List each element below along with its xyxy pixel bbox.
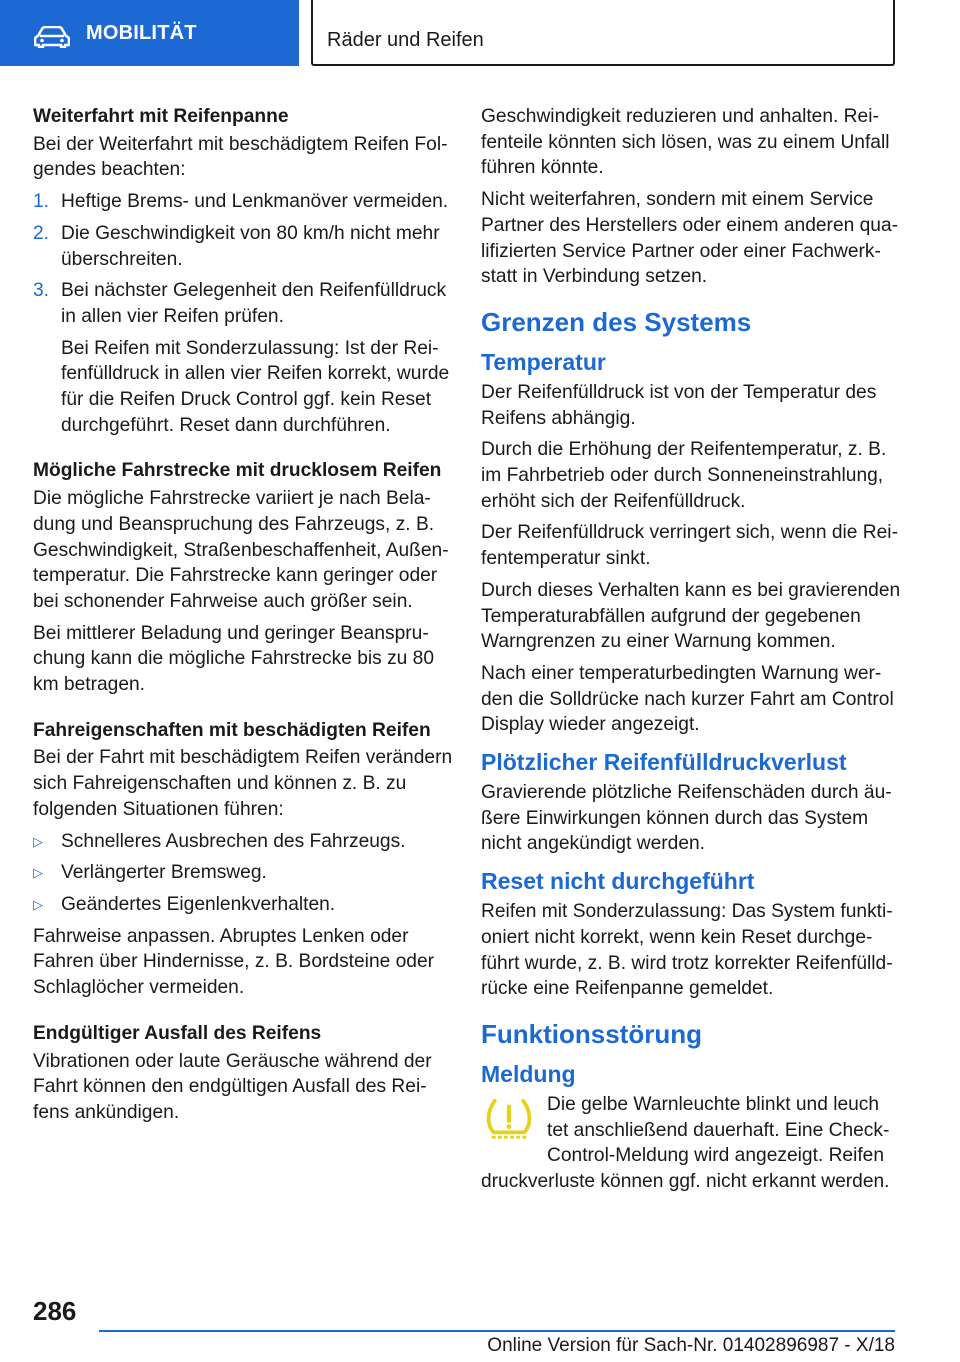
warning-line: Die gelbe Warnleuchte blinkt und leuch: [547, 1093, 880, 1115]
list-number: 1.: [33, 191, 50, 213]
warning-message-block: [481, 1092, 901, 1195]
page-number: 286: [33, 1296, 77, 1326]
list-text: Die Geschwindigkeit von 80 km/h nicht mehr überschreiten.: [61, 222, 440, 270]
list-text: Verlängerter Bremsweg.: [61, 862, 267, 884]
heading-fahrstrecke: Mögliche Fahrstrecke mit drucklosem Reifen: [33, 460, 442, 482]
warning-line: druckverluste können ggf. nicht erkannt werden.: [481, 1171, 890, 1193]
heading-funktionsstoerung: Funktionsstörung: [481, 1018, 702, 1049]
list-text: Schnelleres Ausbrechen des Fahrzeugs.: [61, 830, 406, 852]
paragraph: Nach einer temperaturbedingten Warnung werden die Solldrücke nach kurzer Fahrt am Control Display wieder angezeigt.: [481, 662, 894, 736]
list-item: [33, 221, 453, 272]
list-number: 2.: [33, 222, 50, 244]
page-header: [0, 0, 960, 66]
warning-line: Control-Meldung wird angezeigt. Reifen: [547, 1145, 885, 1167]
footer-online-version: Online Version für Sach-Nr. 01402896987 - X/18: [487, 1335, 895, 1356]
heading-meldung: Meldung: [481, 1060, 576, 1087]
tire-pressure-warning-icon: [483, 1098, 535, 1140]
list-item: [33, 189, 453, 215]
list-text: Geändertes Eigenlenkverhalten.: [61, 893, 336, 915]
warning-line: tet anschließend dauerhaft. Eine Check-: [547, 1119, 890, 1141]
bullet-list: [33, 829, 453, 918]
right-column: [481, 104, 901, 1195]
heading-weiterfahrt: Weiterfahrt mit Reifenpanne: [33, 106, 289, 127]
heading-grenzen: Grenzen des Systems: [481, 306, 752, 337]
section-label: MOBILITÄT: [86, 22, 197, 44]
paragraph: Fahrweise anpassen. Abruptes Lenken oder Fahren über Hindernisse, z. B. Bordsteine oder Schlaglöcher vermeiden.: [33, 925, 435, 999]
paragraph: Durch dieses Verhalten kann es bei gravierenden Temperaturabfällen aufgrund der gegebenen Warngrenzen zu einer Warnung kommen.: [481, 579, 901, 653]
heading-druckverlust: Plötzlicher Reifenfülldruckverlust: [481, 749, 847, 776]
list-number: 3.: [33, 280, 50, 302]
heading-temperatur: Temperatur: [481, 348, 606, 375]
list-item: [33, 860, 453, 886]
paragraph: Nicht weiterfahren, sondern mit einem Service Partner des Herstellers oder einem anderen qualifizierten Service Partner oder einer Fachwerkstatt in Verbindung setzen.: [481, 189, 899, 288]
paragraph: Geschwindigkeit reduzieren und anhalten. Reifenteile könnten sich lösen, was zu einem Unfall führen könnte.: [481, 106, 890, 179]
list-item: [33, 892, 453, 918]
numbered-list: [33, 189, 453, 330]
triangle-bullet-icon: ▷: [33, 896, 43, 912]
list-text: Bei nächster Gelegenheit den Reifenfülldruck in allen vier Reifen prüfen.: [61, 280, 447, 327]
paragraph: Bei mittlerer Beladung und geringer Beanspruchung kann die mögliche Fahrstrecke bis zu 80 km betragen.: [33, 622, 435, 696]
left-column: [33, 104, 453, 1132]
triangle-bullet-icon: ▷: [33, 865, 43, 881]
paragraph: Vibrationen oder laute Geräusche während der Fahrt können den endgültigen Ausfall des Reifens ankündigen.: [33, 1050, 432, 1123]
triangle-bullet-icon: ▷: [33, 833, 43, 849]
paragraph: Der Reifenfülldruck ist von der Temperatur des Reifens abhängig.: [481, 381, 877, 429]
list-item: [33, 278, 453, 329]
heading-fahreigenschaften: Fahreigenschaften mit beschädigten Reifen: [33, 719, 431, 741]
section-tab: [0, 0, 299, 66]
heading-ausfall: Endgültiger Ausfall des Reifens: [33, 1022, 322, 1044]
heading-reset: Reset nicht durchgeführt: [481, 868, 755, 895]
paragraph: Bei der Fahrt mit beschädigtem Reifen verändern sich Fahreigenschaften und können z. B. zu folgenden Situationen führen:: [33, 747, 453, 820]
paragraph: Gravierende plötzliche Reifenschäden durch äußere Einwirkungen können durch das System nicht angekündigt werden.: [481, 782, 892, 855]
car-icon: [34, 26, 70, 48]
chapter-tab: [311, 0, 895, 66]
paragraph: Die mögliche Fahrstrecke variiert je nach Beladung und Beanspruchung des Fahrzeugs, z. B. Geschwindigkeit, Straßenbeschaffenheit, Außentemperatur. Die Fahrstrecke kann geringer oder bei schonender Fahrweise auch größer sein.: [33, 488, 449, 612]
paragraph: Durch die Erhöhung der Reifentemperatur, z. B. im Fahrbetrieb oder durch Sonneneinstrahlung, erhöht sich der Reifenfülldruck.: [481, 439, 887, 512]
list-text: Heftige Brems- und Lenkmanöver vermeiden.: [61, 191, 449, 213]
paragraph: Reifen mit Sonderzulassung: Das System funktioniert nicht korrekt, wenn kein Reset durchgeführt wurde, z. B. wird trotz korrekter Reifenfülldrücke eine Reifenpanne gemeldet.: [481, 901, 893, 1000]
step-note: Bei Reifen mit Sonderzulassung: Ist der Reifenfülldruck in allen vier Reifen korrekt, wurde für die Reifen Druck Control ggf. kein Reset durchgeführt. Reset dann durchführen.: [61, 337, 450, 436]
chapter-label: Räder und Reifen: [327, 29, 484, 51]
paragraph: Der Reifenfülldruck verringert sich, wenn die Reifentemperatur sinkt.: [481, 522, 898, 570]
list-item: [33, 829, 453, 855]
paragraph: Bei der Weiterfahrt mit beschädigtem Reifen Folgendes beachten:: [33, 133, 448, 181]
